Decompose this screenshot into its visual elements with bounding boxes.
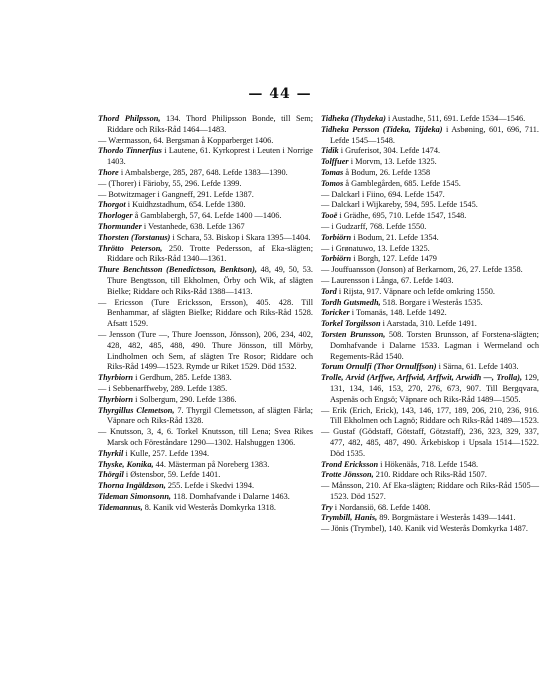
entry-text: — Dalckarl i Wijkareby, 594, 595. Lefde 1545.	[321, 200, 478, 210]
entry-heading: Tomos	[321, 178, 344, 188]
entry-heading: Trond Ericksson	[321, 459, 379, 469]
entry-text: — Laurensson i Långa, 67. Lefde 1403.	[321, 275, 454, 285]
index-entry	[321, 481, 539, 503]
entry-text: — i Gudzarff, 768. Lefde 1550.	[321, 221, 427, 231]
entry-heading: Torkel Torgilsson	[321, 319, 381, 329]
entry-text: i Ambalsberge, 285, 287, 648. Lefde 1383—1390.	[118, 167, 288, 177]
entry-text: i Vestanhede, 638. Lefde 1367	[141, 221, 245, 231]
entry-text: å Gamblegården, 685. Lefde 1545.	[343, 178, 461, 188]
index-entry	[98, 211, 313, 222]
entry-heading: Thörgil	[98, 470, 124, 480]
index-entry	[321, 233, 539, 244]
entry-text: i Bodum, 21. Lefde 1354.	[351, 232, 439, 242]
entry-heading: Tomas	[321, 167, 344, 177]
entry-text: — Månsson, 210. Af Eka-slägten; Riddare och Riks-Råd 1505—1523. Död 1527.	[321, 481, 539, 501]
entry-text: 210. Riddare och Riks-Råd 1507.	[373, 470, 487, 480]
index-entry	[321, 470, 539, 481]
index-entry	[321, 503, 539, 514]
entry-heading: Thorgot	[98, 200, 126, 210]
index-entry	[321, 460, 539, 471]
entry-heading: Trolle, Arvid (Arffwe, Arffwid, Arffwit, Arwidh —, Trolla),	[321, 373, 523, 383]
index-entry	[321, 524, 539, 535]
index-entry	[98, 298, 313, 330]
entry-text: i Kuidhzstadhum, 654. Lefde 1380.	[125, 200, 246, 210]
entry-text: i Rijsta, 917. Väpnare och lefde omkring 1550.	[336, 286, 495, 296]
index-entry	[321, 211, 539, 222]
entry-text: i Tomanäs, 148. Lefde 1492.	[349, 308, 447, 318]
index-entry	[98, 190, 313, 201]
index-entry	[321, 406, 539, 428]
entry-text: — Jouffuansson (Jonson) af Berkarnom, 26, 27. Lefde 1358.	[321, 265, 523, 275]
index-entry	[321, 200, 539, 211]
entry-heading: Torbiörn	[321, 254, 352, 264]
entry-heading: Tord	[321, 286, 337, 296]
entry-heading: Trymbill, Hanis,	[321, 513, 378, 523]
index-entry	[321, 362, 539, 373]
index-entry	[321, 298, 539, 309]
left-column	[98, 114, 313, 513]
entry-heading: Thyske, Konika,	[98, 459, 154, 469]
entry-text: i Hökenäås, 718. Lefde 1548.	[378, 459, 479, 469]
entry-heading: Tidemannus,	[98, 502, 143, 512]
entry-heading: Thrötto Peterson,	[98, 243, 163, 253]
entry-text: 508. Torsten Brunsson, af Forstena-slägten; Domhafvande i Dalarne 1533. Lagman i Wermeland och Regements-Råd 1540.	[330, 329, 539, 361]
entry-heading: Tidheka Persson (Tideka, Tijdeka)	[321, 124, 443, 134]
entry-heading: Trotte Jönsson,	[321, 470, 374, 480]
index-entry	[98, 179, 313, 190]
index-entry	[98, 168, 313, 179]
index-entry	[98, 330, 313, 373]
entry-text: — Dalckarl i Fiino, 694. Lefde 1547.	[321, 189, 445, 199]
entry-heading: Thure Benchtsson (Benedictsson, Benktson),	[98, 265, 257, 275]
index-entry	[321, 179, 539, 190]
entry-text: i Särna, 61. Lefde 1403.	[436, 362, 519, 372]
entry-text: 129, 131, 134, 146, 153, 270, 276, 673, 907. Till Bergqvara, Aspenäs och Engsö; Väpnare och Riks-Råd 1489—1505.	[330, 373, 539, 404]
entry-text: — i Grønatuwo, 13. Lefde 1325.	[321, 243, 430, 253]
index-entry	[321, 157, 539, 168]
index-entry	[98, 492, 313, 503]
entry-heading: Torsten Brunsson,	[321, 329, 386, 339]
page-number: — 44 —	[248, 86, 312, 102]
entry-text: — Wærmasson, 64. Bergsman å Kopparberget 1406.	[98, 135, 274, 145]
index-entry	[98, 384, 313, 395]
index-entry	[321, 276, 539, 287]
index-entry	[321, 114, 539, 125]
index-entry	[98, 373, 313, 384]
index-entry	[98, 395, 313, 406]
index-entry	[321, 319, 539, 330]
entry-text: — (Thorer) i Färioby, 55, 296. Lefde 1399.	[98, 178, 242, 188]
entry-heading: Tidik	[321, 146, 339, 156]
index-entry	[98, 481, 313, 492]
index-entry	[321, 146, 539, 157]
entry-text: — Botwitzmager i Gangneff, 291. Lefde 1387.	[98, 189, 254, 199]
entry-heading: Torum Ornulfi (Thor Ornulffson)	[321, 362, 437, 372]
entry-text: i Lautene, 61. Kyrkoprest i Leuten i Norrige 1403.	[107, 146, 313, 167]
entry-heading: Thordo Tinnerfius	[98, 146, 162, 156]
entry-text: — Gustaf (Gödstaff, Götstaff, Götzstaff), 236, 323, 329, 337, 477, 482, 485, 487, 490. Ärkebiskop i Upsala 1514—1522. Död 1535.	[321, 427, 539, 458]
entry-text: i Nordansiö, 68. Lefde 1408.	[332, 502, 431, 512]
entry-heading: Torbiörn	[321, 232, 352, 242]
index-entry	[98, 136, 313, 147]
entry-heading: Thyrbiorn	[98, 394, 134, 404]
index-entry	[321, 222, 539, 233]
entry-heading: Tidheka (Thydeka)	[321, 114, 386, 123]
index-entry	[98, 427, 313, 449]
index-entry	[98, 114, 313, 136]
entry-text: i Gerdhum, 285. Lefde 1383.	[133, 373, 232, 383]
entry-text: i Borgh, 127. Lefde 1479	[351, 254, 437, 264]
entry-text: 44. Mästerman på Noreberg 1383.	[153, 459, 270, 469]
index-entry	[321, 244, 539, 255]
index-entry	[98, 222, 313, 233]
entry-text: i Gruferisot, 304. Lefde 1474.	[338, 146, 441, 156]
index-entry	[321, 190, 539, 201]
entry-heading: Thorloger	[98, 211, 133, 221]
entry-heading: Try	[321, 502, 333, 512]
entry-heading: Tordh Gutsmedh,	[321, 297, 381, 307]
index-entry	[321, 168, 539, 179]
entry-text: — i Sebbenarffweby, 289. Lefde 1385.	[98, 383, 228, 393]
index-entry	[321, 254, 539, 265]
entry-heading: Thord Philpsson,	[98, 114, 161, 123]
index-entry	[321, 513, 539, 524]
index-entry	[98, 503, 313, 514]
entry-text: i Kulle, 257. Lefde 1394.	[123, 448, 210, 458]
index-entry	[98, 200, 313, 211]
entry-heading: Thormunder	[98, 221, 142, 231]
entry-text: 89. Borgmästare i Westerås 1439—1441.	[377, 513, 516, 523]
entry-text: 48, 49, 50, 53. Thure Bengtsson, till Ekholmen, Örby och Wik, af slägten Bielke; Riddare och Riks-Råd 1388—1413.	[107, 265, 314, 296]
index-entry	[98, 449, 313, 460]
index-entry	[321, 265, 539, 276]
index-entry	[321, 373, 539, 405]
entry-heading: Tooë	[321, 211, 338, 221]
entry-heading: Tideman Simonsonn,	[98, 491, 172, 501]
entry-text: i Schara, 53. Biskop i Skara 1395—1404.	[170, 232, 311, 242]
entry-text: 518. Borgare i Westerås 1535.	[380, 297, 483, 307]
index-entry	[98, 146, 313, 168]
entry-text: — Knutsson, 3, 4, 6. Torkel Knutsson, till Lena; Svea Rikes Marsk och Föreståndare 1290—1302. Halshuggen 1306.	[98, 427, 313, 447]
entry-text: å Bodum, 26. Lefde 1358	[343, 167, 431, 177]
entry-text: å Gamblabergh, 57, 64. Lefde 1400 —1406.	[132, 211, 282, 221]
entry-text: i Grädhe, 695, 710. Lefde 1547, 1548.	[337, 211, 467, 221]
entry-text: — Erik (Erich, Erick), 143, 146, 177, 189, 206, 210, 236, 916. Till Ekholmen och Lagnö; Riddare och Riks-Råd 1489—1523.	[321, 405, 539, 426]
entry-text: 255. Lefde i Skedvi 1394.	[165, 481, 255, 491]
index-entry	[321, 125, 539, 147]
index-entry	[98, 470, 313, 481]
entry-heading: Tolffuer	[321, 157, 349, 167]
entry-text: — Jönis (Trymbel), 140. Kanik vid Westerås Domkyrka 1487.	[321, 524, 528, 534]
index-entry	[98, 406, 313, 428]
index-entry	[321, 308, 539, 319]
index-entry	[98, 265, 313, 297]
index-entry	[321, 427, 539, 459]
entry-text: 250. Trotte Pedersson, af Eka-slägten; Riddare och Riks-Råd 1340—1361.	[107, 243, 313, 264]
entry-text: 118. Domhafvande i Dalarne 1463.	[171, 491, 290, 501]
entry-text: i Morvm, 13. Lefde 1325.	[348, 157, 437, 167]
entry-text: 134. Thord Philipsson Bonde, till Sem; Riddare och Riks-Råd 1464—1483.	[107, 114, 313, 134]
entry-heading: Thore	[98, 167, 119, 177]
entry-heading: Thorna Ingäldzson,	[98, 481, 166, 491]
entry-text: i Asbøning, 601, 696, 711. Lefde 1545—1548.	[330, 124, 540, 145]
index-entry	[98, 244, 313, 266]
index-entry	[98, 460, 313, 471]
index-entry	[321, 330, 539, 362]
right-column	[321, 114, 539, 535]
entry-heading: Thorsten (Torstanus)	[98, 232, 171, 242]
entry-text: 8. Kanik vid Westerås Domkyrka 1318.	[142, 502, 276, 512]
entry-heading: Thyrkil	[98, 448, 124, 458]
entry-text: i Solbergum, 290. Lefde 1386.	[133, 394, 237, 404]
index-entry	[321, 287, 539, 298]
entry-heading: Thyrgillus Clemetson,	[98, 405, 175, 415]
entry-text: 7. Thyrgil Clemetsson, af slägten Färla; Väpnare och Riks-Råd 1328.	[107, 405, 313, 426]
entry-text: — Ericsson (Ture Ericksson, Ersson), 405. 428. Till Benhammar, af slägten Bielke; Riddare och Riks-Råd 1528. Afsatt 1529.	[98, 297, 313, 329]
entry-text: i Aarstada, 310. Lefde 1491.	[380, 319, 477, 329]
index-entry	[98, 233, 313, 244]
entry-text: i Østensbor, 59. Lefde 1401.	[123, 470, 221, 480]
entry-text: i Austadhe, 511, 691. Lefde 1534—1546.	[385, 114, 526, 123]
entry-heading: Thyrbiorn	[98, 373, 134, 383]
entry-heading: Toricker	[321, 308, 350, 318]
entry-text: — Jensson (Ture —, Thure Joensson, Jönsson), 206, 234, 402, 428, 482, 485, 488, 490. Thure Jönsson, till Mörby, Lindholmen och Sem, af slägten Tre Rosor; Riddare och Riks-Råd 1499—1523. Rymde ur Riket 1529. Död 1532.	[98, 329, 313, 372]
